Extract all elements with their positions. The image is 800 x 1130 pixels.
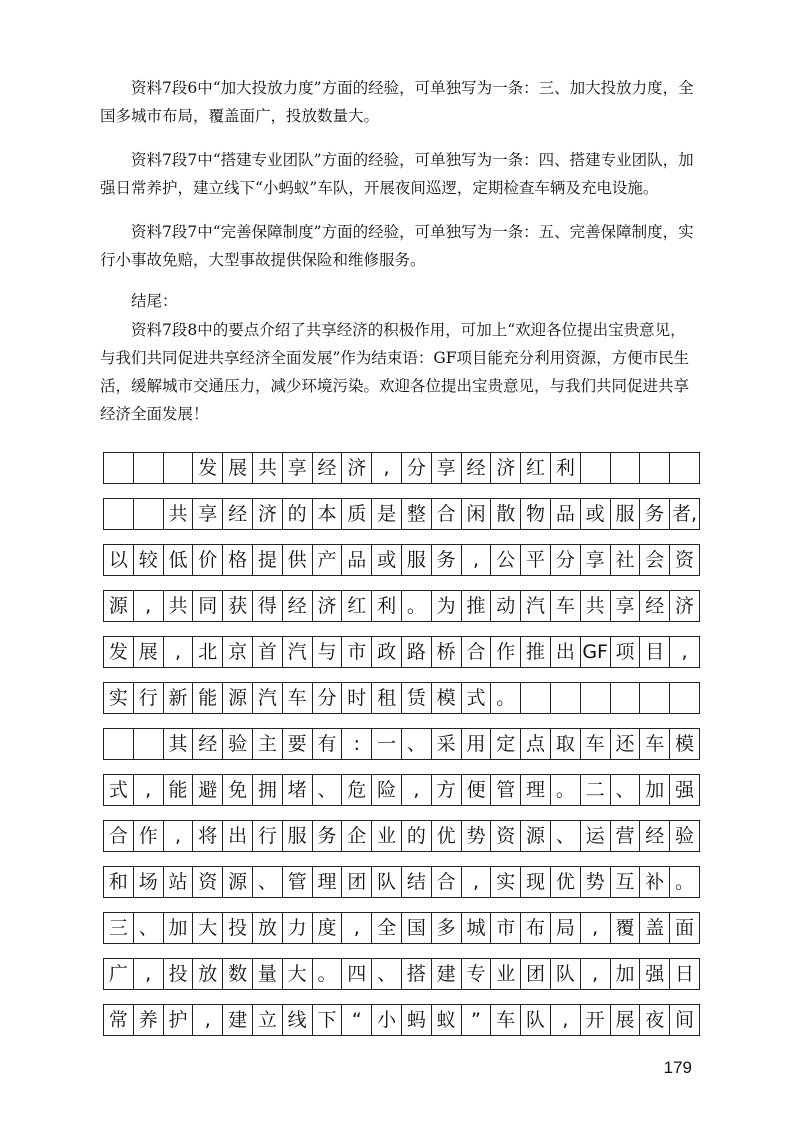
grid-cell: 理 xyxy=(313,867,343,897)
grid-cell: 享 xyxy=(581,545,611,575)
grid-cell: 利 xyxy=(372,591,402,621)
grid-row xyxy=(103,912,700,944)
grid-cell: 济 xyxy=(253,499,283,529)
grid-cell: 作 xyxy=(134,821,164,851)
grid-cell: 、 xyxy=(253,867,283,897)
grid-cell: 企 xyxy=(342,821,372,851)
grid-cell: 面 xyxy=(675,916,695,939)
grid-cell: 、 xyxy=(313,775,343,805)
grid-cell: 场 xyxy=(134,867,164,897)
grid-cell: 、 xyxy=(611,775,641,805)
grid-cell: 租 xyxy=(372,683,402,713)
grid-cell: 务 xyxy=(432,545,462,575)
grid-cell: 经 xyxy=(223,499,253,529)
grid-cell: 小 xyxy=(372,1005,402,1035)
grid-cell: 免 xyxy=(223,775,253,805)
grid-cell: 局 xyxy=(551,913,581,943)
grid-cell: 经 xyxy=(462,453,492,483)
grid-cell: 务 xyxy=(313,821,343,851)
grid-row xyxy=(103,866,700,898)
grid-row xyxy=(103,820,700,852)
grid-cell: 管 xyxy=(491,775,521,805)
grid-cell: 管 xyxy=(283,867,313,897)
grid-cell: 。 xyxy=(402,591,432,621)
paragraph-2: 资料7段7中“搭建专业团队”方面的经验，可单独写为一条：四、搭建专业团队，加强日常养护，建立线下“小蚂蚁”车队，开展夜间巡逻，定期检查车辆及充电设施。 xyxy=(100,151,694,197)
grid-cell: 享 xyxy=(432,453,462,483)
grid-cell: 放 xyxy=(253,913,283,943)
grid-cell: 团 xyxy=(521,959,551,989)
grid-cell: 量 xyxy=(253,959,283,989)
grid-cell: 取 xyxy=(551,729,581,759)
grid-cell: 建 xyxy=(223,1005,253,1035)
grid-cell: 还 xyxy=(611,729,641,759)
grid-cell: 势 xyxy=(462,821,492,851)
grid-cell: 开 xyxy=(581,1005,611,1035)
grid-cell: 物 xyxy=(521,499,551,529)
grid-cell: 社 xyxy=(611,545,641,575)
grid-cell: 服 xyxy=(402,545,432,575)
grid-cell: 作 xyxy=(491,637,521,667)
grid-cell: , xyxy=(581,913,611,943)
grid-cell: 度 xyxy=(313,913,343,943)
grid-cell: 济 xyxy=(491,453,521,483)
grid-cell: 与 xyxy=(313,637,343,667)
grid-row xyxy=(103,636,700,668)
grid-cell: 放 xyxy=(193,959,223,989)
grid-cell: 团 xyxy=(342,867,372,897)
grid-cell: 整 xyxy=(402,499,432,529)
grid-cell: , xyxy=(134,959,164,989)
grid-cell: 散 xyxy=(491,499,521,529)
grid-cell xyxy=(670,683,699,713)
grid-cell: 能 xyxy=(193,683,223,713)
grid-cell: 便 xyxy=(462,775,492,805)
grid-cell xyxy=(104,453,134,483)
grid-cell: 市 xyxy=(491,913,521,943)
grid-row xyxy=(103,958,700,990)
grid-cell: 提 xyxy=(253,545,283,575)
grid-row xyxy=(103,498,700,530)
grid-cell: 济 xyxy=(313,591,343,621)
grid-cell: 资 xyxy=(491,821,521,851)
grid-cell xyxy=(521,683,551,713)
grid-row xyxy=(103,452,700,484)
grid-cell: 新 xyxy=(164,683,194,713)
grid-cell: 方 xyxy=(432,775,462,805)
grid-cell: 源 xyxy=(521,821,551,851)
grid-cell: 国 xyxy=(402,913,432,943)
section-heading-ending: 结尾： xyxy=(131,292,178,310)
grid-cell: 推 xyxy=(462,591,492,621)
grid-cell: 要 xyxy=(283,729,313,759)
grid-cell: 主 xyxy=(253,729,283,759)
grid-cell: 有 xyxy=(313,729,343,759)
grid-cell: 危 xyxy=(342,775,372,805)
grid-cell: 点 xyxy=(521,729,551,759)
grid-cell: 强 xyxy=(675,778,695,801)
grid-cell xyxy=(581,683,611,713)
grid-cell: 质 xyxy=(342,499,372,529)
paragraph-5: 资料7段8中的要点介绍了共享经济的积极作用，可加上“欢迎各位提出宝贵意见，与我们共同促进共享经济全面发展”作为结束语：GF项目能充分利用资源，方便市民生活，缓解城市交通压力，减少环境污染。欢迎各位提出宝贵意见，与我们共同促进共享经济全面发展！ xyxy=(100,321,690,423)
grid-cell: , xyxy=(193,1005,223,1035)
grid-cell: 下 xyxy=(313,1005,343,1035)
grid-cell xyxy=(164,453,194,483)
grid-cell: 的 xyxy=(283,499,313,529)
grid-cell xyxy=(670,453,699,483)
grid-cell: 站 xyxy=(164,867,194,897)
grid-cell: 一 xyxy=(372,729,402,759)
grid-cell xyxy=(611,683,641,713)
grid-cell: 常 xyxy=(104,1005,134,1035)
grid-cell: 堵 xyxy=(283,775,313,805)
grid-cell: 济 xyxy=(675,594,695,617)
grid-cell: : xyxy=(342,729,372,759)
grid-cell: 。 xyxy=(551,775,581,805)
grid-cell: 品 xyxy=(551,499,581,529)
grid-cell: 经 xyxy=(313,453,343,483)
grid-cell: 供 xyxy=(283,545,313,575)
grid-row xyxy=(103,774,700,806)
grid-cell: , xyxy=(372,453,402,483)
grid-cell: 汽 xyxy=(253,683,283,713)
grid-cell: 队 xyxy=(372,867,402,897)
grid-row xyxy=(103,728,700,760)
grid-cell: 的 xyxy=(402,821,432,851)
paragraph-1: 资料7段6中“加大投放力度”方面的经验，可单独写为一条：三、加大投放力度，全国多城市布局，覆盖面广，投放数量大。 xyxy=(100,79,694,125)
grid-cell: 红 xyxy=(521,453,551,483)
grid-cell: 避 xyxy=(193,775,223,805)
grid-cell: 为 xyxy=(432,591,462,621)
grid-cell: 。 xyxy=(313,959,343,989)
grid-cell: 首 xyxy=(253,637,283,667)
grid-cell: 出 xyxy=(551,637,581,667)
grid-cell: 实 xyxy=(491,867,521,897)
grid-cell: 京 xyxy=(223,637,253,667)
grid-cell: ” xyxy=(462,1005,492,1035)
grid-cell: 享 xyxy=(611,591,641,621)
grid-cell: 运 xyxy=(581,821,611,851)
grid-row xyxy=(103,682,700,714)
grid-cell: 路 xyxy=(402,637,432,667)
grid-cell: 分 xyxy=(313,683,343,713)
grid-cell: 势 xyxy=(581,867,611,897)
grid-cell: 用 xyxy=(462,729,492,759)
grid-cell: 汽 xyxy=(521,591,551,621)
grid-row xyxy=(103,544,700,576)
grid-cell: 结 xyxy=(402,867,432,897)
grid-cell: 车 xyxy=(491,1005,521,1035)
grid-cell: 经 xyxy=(193,729,223,759)
page-number: 179 xyxy=(663,1058,692,1077)
grid-cell: , xyxy=(581,959,611,989)
grid-cell: 采 xyxy=(432,729,462,759)
grid-cell: 式 xyxy=(104,775,134,805)
grid-cell: 、 xyxy=(372,959,402,989)
grid-cell: 立 xyxy=(253,1005,283,1035)
grid-cell: 优 xyxy=(432,821,462,851)
grid-cell: 搭 xyxy=(402,959,432,989)
grid-cell: 。 xyxy=(675,870,695,893)
grid-cell: 拥 xyxy=(253,775,283,805)
grid-cell: 险 xyxy=(372,775,402,805)
grid-cell: 验 xyxy=(223,729,253,759)
grid-cell: , xyxy=(342,913,372,943)
grid-cell: 平 xyxy=(521,545,551,575)
grid-cell: 大 xyxy=(193,913,223,943)
grid-cell: 动 xyxy=(491,591,521,621)
grid-cell: 发 xyxy=(193,453,223,483)
grid-cell: 分 xyxy=(551,545,581,575)
grid-cell: 得 xyxy=(253,591,283,621)
grid-cell: 实 xyxy=(104,683,134,713)
grid-cell: 以 xyxy=(104,545,134,575)
grid-cell: 蚁 xyxy=(432,1005,462,1035)
grid-cell: 汽 xyxy=(283,637,313,667)
grid-cell: 优 xyxy=(551,867,581,897)
grid-cell: 养 xyxy=(134,1005,164,1035)
grid-cell xyxy=(611,453,641,483)
grid-cell: 资 xyxy=(193,867,223,897)
grid-cell: 务 xyxy=(640,499,670,529)
answer-grid xyxy=(103,452,700,1050)
grid-cell: GF xyxy=(581,637,611,667)
grid-cell: 大 xyxy=(283,959,313,989)
grid-cell: 享 xyxy=(193,499,223,529)
grid-cell: 源 xyxy=(223,683,253,713)
grid-cell: 格 xyxy=(223,545,253,575)
grid-cell: 时 xyxy=(342,683,372,713)
grid-cell: , xyxy=(164,637,194,667)
grid-cell: 推 xyxy=(521,637,551,667)
grid-cell: 赁 xyxy=(402,683,432,713)
grid-cell: 济 xyxy=(342,453,372,483)
grid-cell: 布 xyxy=(521,913,551,943)
grid-cell: 公 xyxy=(491,545,521,575)
grid-cell: 现 xyxy=(521,867,551,897)
grid-cell: 和 xyxy=(104,867,134,897)
grid-cell: 其 xyxy=(164,729,194,759)
grid-cell: “ xyxy=(342,1005,372,1035)
grid-cell: 定 xyxy=(491,729,521,759)
grid-cell: 产 xyxy=(313,545,343,575)
grid-cell: 共 xyxy=(253,453,283,483)
grid-cell: 线 xyxy=(283,1005,313,1035)
grid-cell: 服 xyxy=(283,821,313,851)
grid-cell: 加 xyxy=(640,775,670,805)
grid-cell: 城 xyxy=(462,913,492,943)
grid-cell: 桥 xyxy=(432,637,462,667)
grid-cell: 投 xyxy=(164,959,194,989)
grid-cell: 利 xyxy=(551,453,581,483)
grid-cell: 四 xyxy=(342,959,372,989)
grid-cell: 投 xyxy=(223,913,253,943)
grid-cell: 行 xyxy=(253,821,283,851)
grid-cell: 享 xyxy=(283,453,313,483)
grid-cell: 蚂 xyxy=(402,1005,432,1035)
grid-cell: 。 xyxy=(491,683,521,713)
grid-cell: 业 xyxy=(372,821,402,851)
grid-cell: 是 xyxy=(372,499,402,529)
grid-cell: 强 xyxy=(640,959,670,989)
grid-cell: 共 xyxy=(164,591,194,621)
grid-cell: 模 xyxy=(432,683,462,713)
grid-cell: 服 xyxy=(611,499,641,529)
grid-cell: 或 xyxy=(372,545,402,575)
grid-cell: 闲 xyxy=(462,499,492,529)
grid-cell: 北 xyxy=(193,637,223,667)
grid-cell: 合 xyxy=(432,867,462,897)
grid-cell: 、 xyxy=(134,913,164,943)
grid-cell: 获 xyxy=(223,591,253,621)
grid-cell: 出 xyxy=(223,821,253,851)
grid-cell: 互 xyxy=(611,867,641,897)
grid-cell: 数 xyxy=(223,959,253,989)
grid-cell: 营 xyxy=(611,821,641,851)
grid-cell: 队 xyxy=(551,959,581,989)
grid-row xyxy=(103,1004,700,1036)
grid-cell xyxy=(134,729,164,759)
grid-cell xyxy=(104,499,134,529)
grid-cell: , xyxy=(462,867,492,897)
grid-cell: 本 xyxy=(313,499,343,529)
grid-cell: 广 xyxy=(104,959,134,989)
grid-cell: 理 xyxy=(521,775,551,805)
grid-cell: 资 xyxy=(675,548,695,571)
grid-cell: , xyxy=(164,821,194,851)
grid-cell: 力 xyxy=(283,913,313,943)
grid-cell: 夜 xyxy=(640,1005,670,1035)
grid-cell: 红 xyxy=(342,591,372,621)
grid-cell xyxy=(104,729,134,759)
grid-cell: 目 xyxy=(640,637,670,667)
grid-cell: 较 xyxy=(134,545,164,575)
grid-cell: 业 xyxy=(491,959,521,989)
grid-cell: 护 xyxy=(164,1005,194,1035)
paragraph-3: 资料7段7中“完善保障制度”方面的经验，可单独写为一条：五、完善保障制度，实行小事故免赔，大型事故提供保险和维修服务。 xyxy=(100,223,694,269)
grid-cell xyxy=(134,453,164,483)
grid-cell: 合 xyxy=(104,821,134,851)
grid-cell: 队 xyxy=(521,1005,551,1035)
grid-cell: 三 xyxy=(104,913,134,943)
grid-cell: 式 xyxy=(462,683,492,713)
grid-cell: 发 xyxy=(104,637,134,667)
grid-cell: 展 xyxy=(134,637,164,667)
grid-cell xyxy=(551,683,581,713)
grid-cell: 经 xyxy=(640,591,670,621)
grid-cell: 行 xyxy=(134,683,164,713)
grid-cell: 价 xyxy=(193,545,223,575)
grid-cell xyxy=(134,499,164,529)
grid-cell: 合 xyxy=(432,499,462,529)
grid-cell: 多 xyxy=(432,913,462,943)
grid-cell: 覆 xyxy=(611,913,641,943)
grid-cell: 加 xyxy=(164,913,194,943)
grid-cell: 同 xyxy=(193,591,223,621)
grid-cell: 盖 xyxy=(640,913,670,943)
grid-cell: 、 xyxy=(551,821,581,851)
grid-cell: 车 xyxy=(283,683,313,713)
grid-cell: 、 xyxy=(402,729,432,759)
grid-cell: , xyxy=(681,640,688,663)
grid-cell: , xyxy=(462,545,492,575)
grid-cell: , xyxy=(134,775,164,805)
grid-cell: 分 xyxy=(402,453,432,483)
grid-cell: 加 xyxy=(611,959,641,989)
grid-cell: , xyxy=(402,775,432,805)
grid-cell: 间 xyxy=(675,1008,695,1031)
grid-cell: 项 xyxy=(611,637,641,667)
grid-cell: 展 xyxy=(223,453,253,483)
grid-cell: 源 xyxy=(223,867,253,897)
grid-cell: 车 xyxy=(551,591,581,621)
grid-cell: 二 xyxy=(581,775,611,805)
grid-cell: 品 xyxy=(342,545,372,575)
grid-cell: 补 xyxy=(640,867,670,897)
grid-cell: 模 xyxy=(675,732,695,755)
grid-cell xyxy=(640,453,670,483)
grid-cell: 合 xyxy=(462,637,492,667)
grid-cell: 全 xyxy=(372,913,402,943)
grid-cell: 经 xyxy=(640,821,670,851)
grid-cell: 将 xyxy=(193,821,223,851)
grid-cell: 能 xyxy=(164,775,194,805)
grid-cell: 专 xyxy=(462,959,492,989)
grid-cell: 日 xyxy=(675,962,695,985)
grid-cell xyxy=(640,683,670,713)
grid-cell: 会 xyxy=(640,545,670,575)
grid-cell: 车 xyxy=(640,729,670,759)
grid-cell: 者, xyxy=(672,502,698,525)
grid-cell: 低 xyxy=(164,545,194,575)
grid-row xyxy=(103,590,700,622)
grid-cell: 经 xyxy=(283,591,313,621)
grid-cell: , xyxy=(551,1005,581,1035)
grid-cell: 展 xyxy=(611,1005,641,1035)
grid-cell: 共 xyxy=(581,591,611,621)
grid-cell: 建 xyxy=(432,959,462,989)
grid-cell: 或 xyxy=(581,499,611,529)
grid-cell: 车 xyxy=(581,729,611,759)
grid-cell: 源 xyxy=(104,591,134,621)
grid-cell xyxy=(581,453,611,483)
grid-cell: 共 xyxy=(164,499,194,529)
grid-cell: 验 xyxy=(675,824,695,847)
grid-cell: 市 xyxy=(342,637,372,667)
grid-cell: 政 xyxy=(372,637,402,667)
grid-cell: , xyxy=(134,591,164,621)
